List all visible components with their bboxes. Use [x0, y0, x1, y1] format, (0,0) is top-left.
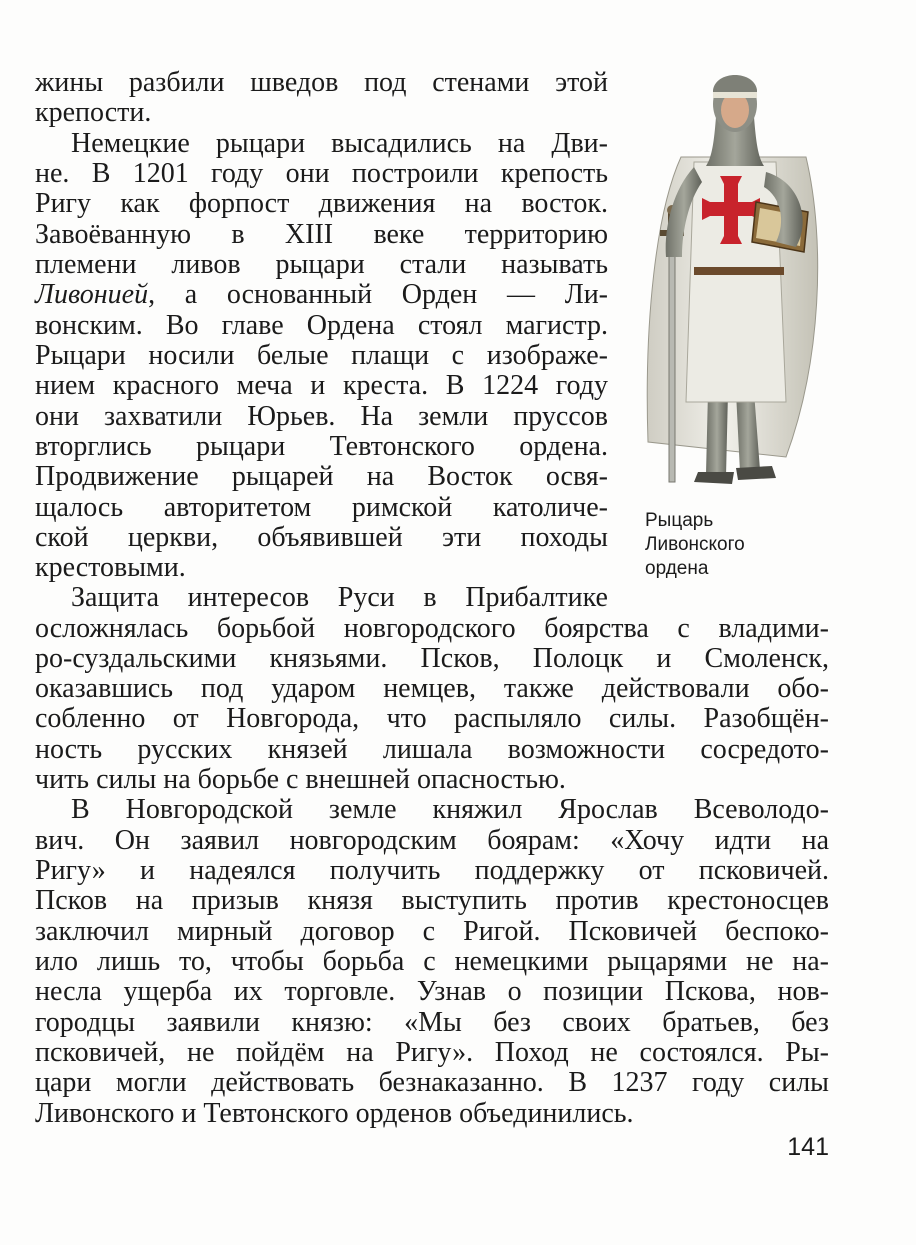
- text-line: заключил мирный договор с Ригой. Псковичей беспоко-: [35, 916, 829, 947]
- text-line: чить силы на борьбе с внешней опасностью.: [35, 764, 566, 795]
- text-line: Ливонского и Тевтонского орденов объединились.: [35, 1098, 634, 1129]
- text-line: цари могли действовать безнаказанно. В 1237 году силы: [35, 1067, 829, 1098]
- text-line: городцы заявили князю: «Мы без своих братьев, без: [35, 1007, 829, 1038]
- text-line-with-italic: Ливонией, а основанный Орден — Ли-: [35, 279, 608, 310]
- text-line: щалось авторитетом римской католиче-: [35, 492, 608, 523]
- text-line: Ригу как форпост движения на восток.: [35, 188, 608, 219]
- text-line: Продвижение рыцарей на Восток освя-: [35, 461, 608, 492]
- text-line: Завоёванную в XIII веке территорию: [35, 219, 608, 250]
- page-number: 141: [787, 1133, 829, 1161]
- italic-term: Ливонией: [35, 279, 149, 310]
- text-line: крепости.: [35, 97, 152, 128]
- text-line: Ригу» и надеялся получить поддержку от псковичей.: [35, 855, 829, 886]
- text-line: жины разбили шведов под стенами этой: [35, 67, 608, 98]
- text-line: несла ущерба их торговле. Узнав о позиции Пскова, нов-: [35, 976, 829, 1007]
- text-line: они захватили Юрьев. На земли пруссов: [35, 401, 608, 432]
- text-line: оказавшись под ударом немцев, также действовали обо-: [35, 673, 829, 704]
- text-line: ило лишь то, чтобы борьба с немецкими рыцарями не на-: [35, 946, 829, 977]
- text-line: собленно от Новгорода, что распыляло силы. Разобщён-: [35, 703, 829, 734]
- figure-caption-line: Рыцарь: [645, 510, 714, 531]
- text-line: вонским. Во главе Ордена стоял магистр.: [35, 310, 608, 341]
- text-line: нием красного меча и креста. В 1224 году: [35, 370, 608, 401]
- text-line: Немецкие рыцари высадились на Дви-: [71, 128, 608, 159]
- text-line: ро-суздальскими князьями. Псков, Полоцк и Смоленск,: [35, 643, 829, 674]
- figure-caption-line: Ливонского: [645, 534, 745, 555]
- text-line: В Новгородской земле княжил Ярослав Всеволодо-: [71, 794, 829, 825]
- text-line: вич. Он заявил новгородским боярам: «Хочу идти на: [35, 825, 829, 856]
- text-line: не. В 1201 году они построили крепость: [35, 158, 608, 189]
- text-line: осложнялась борьбой новгородского боярства с владими-: [35, 613, 829, 644]
- text-line: Рыцари носили белые плащи с изображе-: [35, 340, 608, 371]
- text-line: Защита интересов Руси в Прибалтике: [71, 582, 608, 613]
- text-line: Псков на призыв князя выступить против крестоносцев: [35, 885, 829, 916]
- knight-illustration: [636, 62, 836, 502]
- text-line: крестовыми.: [35, 552, 186, 583]
- text-line: вторглись рыцари Тевтонского ордена.: [35, 431, 608, 462]
- text-line: ность русских князей лишала возможности сосредото-: [35, 734, 829, 765]
- figure-caption-line: ордена: [645, 558, 709, 579]
- text-line: псковичей, не пойдём на Ригу». Поход не состоялся. Ры-: [35, 1037, 829, 1068]
- text-line: ской церкви, объявившей эти походы: [35, 522, 608, 553]
- text-line: племени ливов рыцари стали называть: [35, 249, 608, 280]
